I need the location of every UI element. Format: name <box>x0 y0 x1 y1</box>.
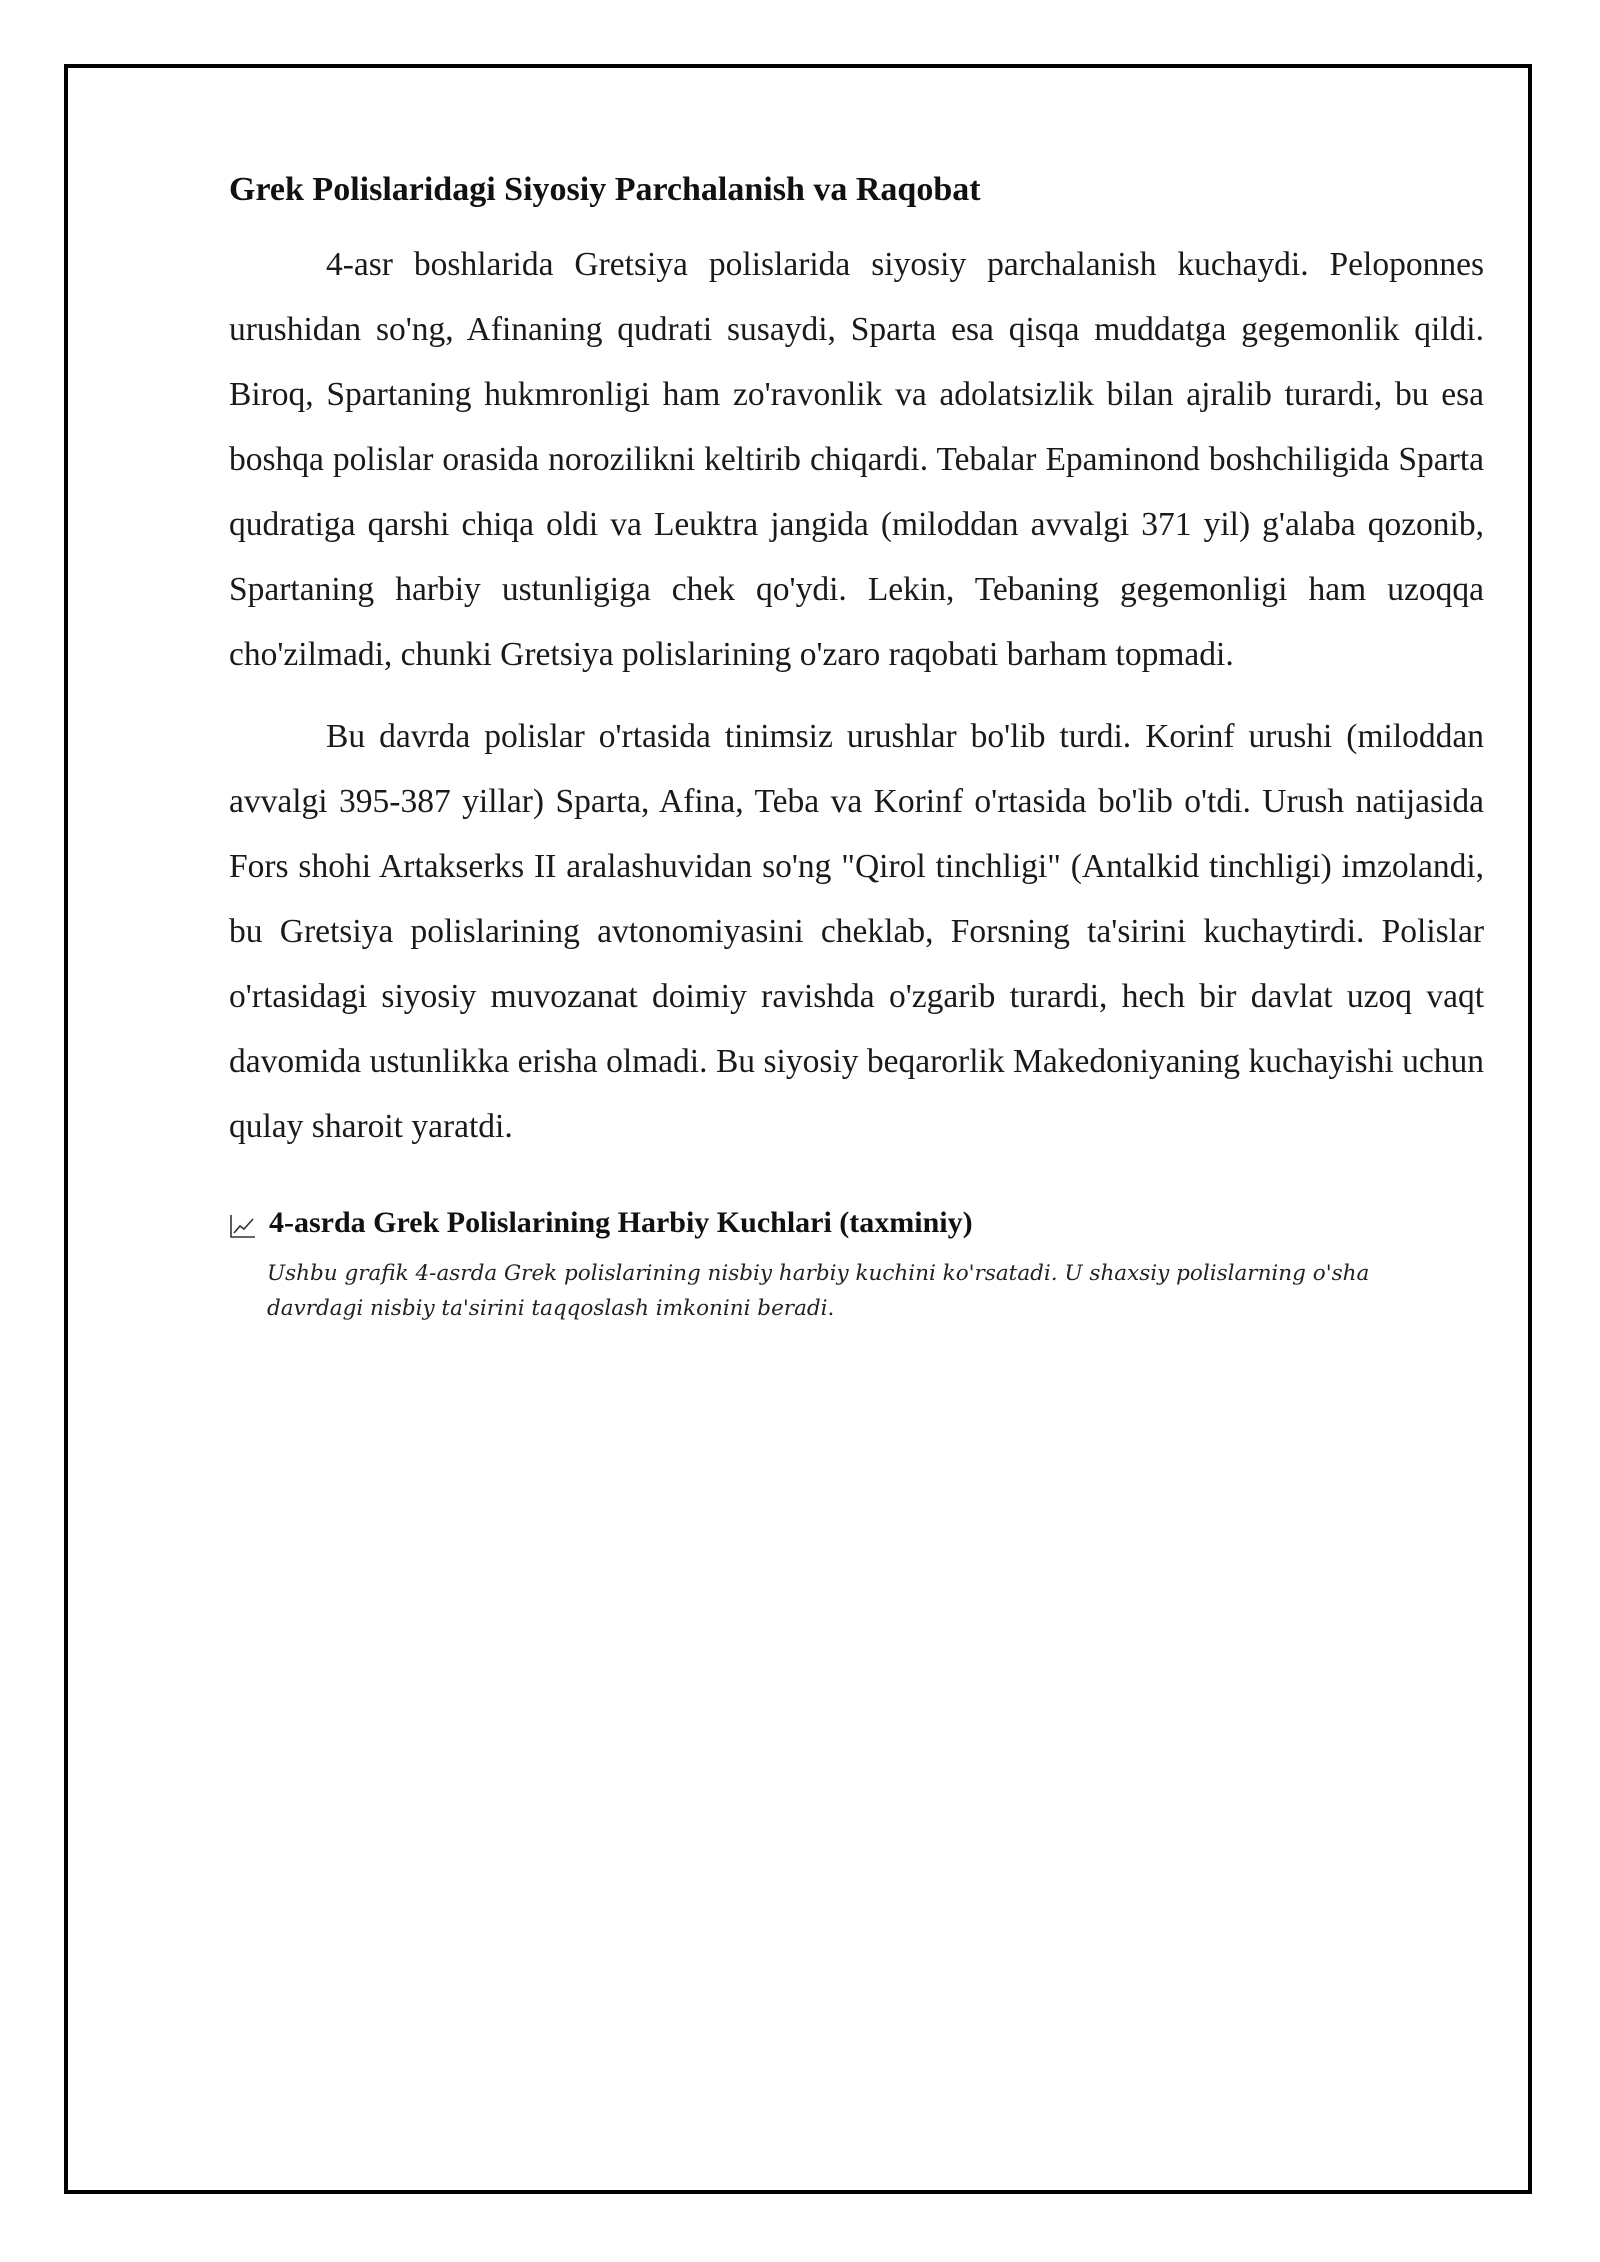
paragraph-1: 4-asr boshlarida Gretsiya polislarida siyosiy parchalanish kuchaydi. Peloponnes urushidan so'ng, Afinaning qudrati susaydi, Sparta esa qisqa muddatga gegemonlik qildi. Biroq, Spartaning hukmronligi ham zo'ravonlik va adolatsizlik bilan ajralib turardi, bu esa boshqa polislar orasida norozilikni keltirib chiqardi. Tebalar Epaminond boshchiligida Sparta qudratiga qarshi chiqa oldi va Leuktra jangida (miloddan avvalgi 371 yil) g'alaba qozonib, Spartaning harbiy ustunligiga chek qo'ydi. Lekin, Tebaning gegemonligi ham uzoqqa cho'zilmadi, chunki Gretsiya polislarining o'zaro raqobati barham topmadi. <box>229 246 1484 674</box>
document-body <box>229 168 1484 1326</box>
chart-increasing-icon <box>229 1210 257 1236</box>
section-title: Grek Polislaridagi Siyosiy Parchalanish va Raqobat <box>229 171 981 208</box>
figure-heading-text: 4-asrda Grek Polislarining Harbiy Kuchlari (taxminiy) <box>269 1206 973 1240</box>
figure-heading <box>229 1203 1484 1242</box>
paragraph-2: Bu davrda polislar o'rtasida tinimsiz urushlar bo'lib turdi. Korinf urushi (miloddan avvalgi 395-387 yillar) Sparta, Afina, Teba va Korinf o'rtasida bo'lib o'tdi. Urush natijasida Fors shohi Artakserks II aralashuvidan so'ng "Qirol tinchligi" (Antalkid tinchligi) imzolandi, bu Gretsiya polislarining avtonomiyasini cheklab, Forsning ta'sirini kuchaytirdi. Polislar o'rtasidagi siyosiy muvozanat doimiy ravishda o'zgarib turardi, hech bir davlat uzoq vaqt davomida ustunlikka erisha olmadi. Bu siyosiy beqarorlik Makedoniyaning kuchayishi uchun qulay sharoit yaratdi. <box>229 718 1484 1146</box>
figure-caption: Ushbu grafik 4-asrda Grek polislarining nisbiy harbiy kuchini ko'rsatadi. U shaxsiy polislarning o'sha davrdagi nisbiy ta'sirini taqqoslash imkonini beradi. <box>267 1261 1370 1322</box>
